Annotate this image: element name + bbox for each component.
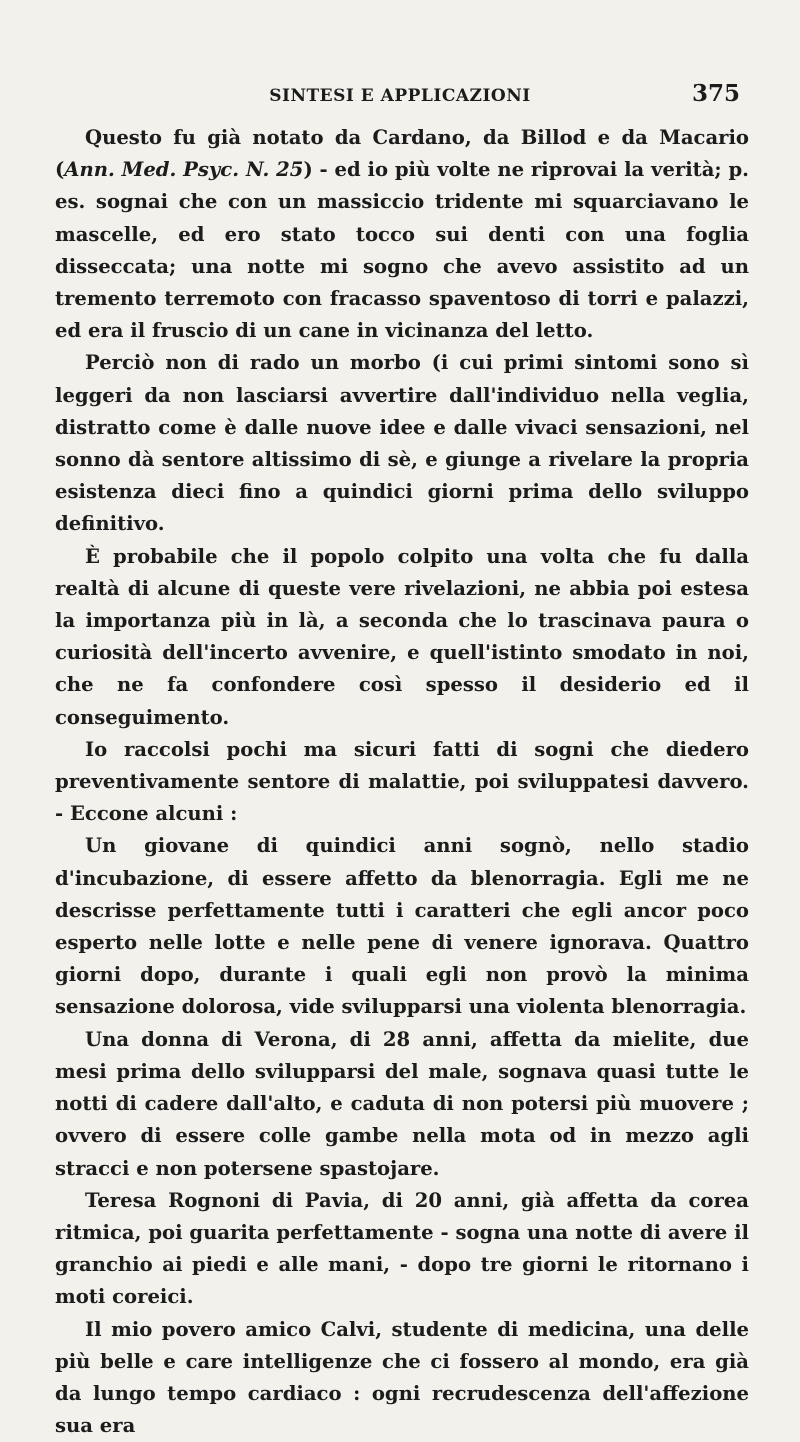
paragraph-7: Teresa Rognoni di Pavia, di 20 anni, già affetta da corea ritmica, poi guarita perfettamente - sogna una notte di avere il granchio ai piedi e alle mani, - dopo tre giorni le ritornano i moti coreici. — [55, 1188, 749, 1309]
paragraph-4: Io raccolsi pochi ma sicuri fatti di sogni che diedero preventivamente sentore di malattie, poi sviluppatesi davvero. - Eccone alcuni : — [55, 737, 749, 826]
body-text — [55, 122, 749, 1442]
paragraph-3: È probabile che il popolo colpito una volta che fu dalla realtà di alcune di queste vere rivelazioni, ne abbia poi estesa la importanza più in là, a seconda che lo trascinava paura o curiosità dell'incerto avvenire, e quell'istinto smodato in noi, che ne fa confondere così spesso il desiderio ed il conseguimento. — [55, 544, 749, 729]
journal-citation: Ann. Med. Psyc. N. 25 — [64, 158, 304, 182]
running-head — [60, 80, 740, 108]
paragraph-1 — [55, 122, 749, 347]
page-number: 375 — [691, 80, 740, 107]
paragraph-1-text-a: Questo fu già notato da Cardano, da Billod e da Macario ( — [55, 126, 749, 182]
paragraph-2: Perciò non di rado un morbo (i cui primi sintomi sono sì leggeri da non lasciarsi avvertire dall'individuo nella veglia, distratto come è dalle nuove idee e dalle vivaci sensazioni, nel sonno dà sentore altissimo di sè, e giunge a rivelare la propria esistenza dieci fino a quindici giorni prima dello sviluppo definitivo. — [55, 351, 749, 536]
paragraph-1-text-b: ) - ed io più volte ne riprovai la verità; p. es. sognai che con un massiccio tridente mi squarciavano le mascelle, ed ero stato tocco sui denti con una foglia disseccata; una notte mi sogno che avevo assistito ad un tremento terremoto con fracasso spaventoso di torri e palazzi, ed era il fruscio di un cane in vicinanza del letto. — [55, 158, 750, 343]
paragraph-8: Il mio povero amico Calvi, studente di medicina, una delle più belle e care intelligenze che ci fossero al mondo, era già da lungo tempo cardiaco : ogni recrudescenza dell'affezione sua era — [55, 1317, 749, 1438]
paragraph-5: Un giovane di quindici anni sognò, nello stadio d'incubazione, di essere affetto da blenorragia. Egli me ne descrisse perfettamente tutti i caratteri che egli ancor poco esperto nelle lotte e nelle pene di venere ignorava. Quattro giorni dopo, durante i quali egli non provò la minima sensazione dolorosa, vide svilupparsi una violenta blenorragia. — [55, 834, 749, 1019]
running-title: SINTESI E APPLICAZIONI — [269, 86, 531, 106]
paragraph-6: Una donna di Verona, di 28 anni, affetta da mielite, due mesi prima dello svilupparsi del male, sognava quasi tutte le notti di cadere dall'alto, e caduta di non potersi più muovere ; ovvero di essere colle gambe nella mota od in mezzo agli stracci e non potersene spastojare. — [55, 1027, 749, 1180]
